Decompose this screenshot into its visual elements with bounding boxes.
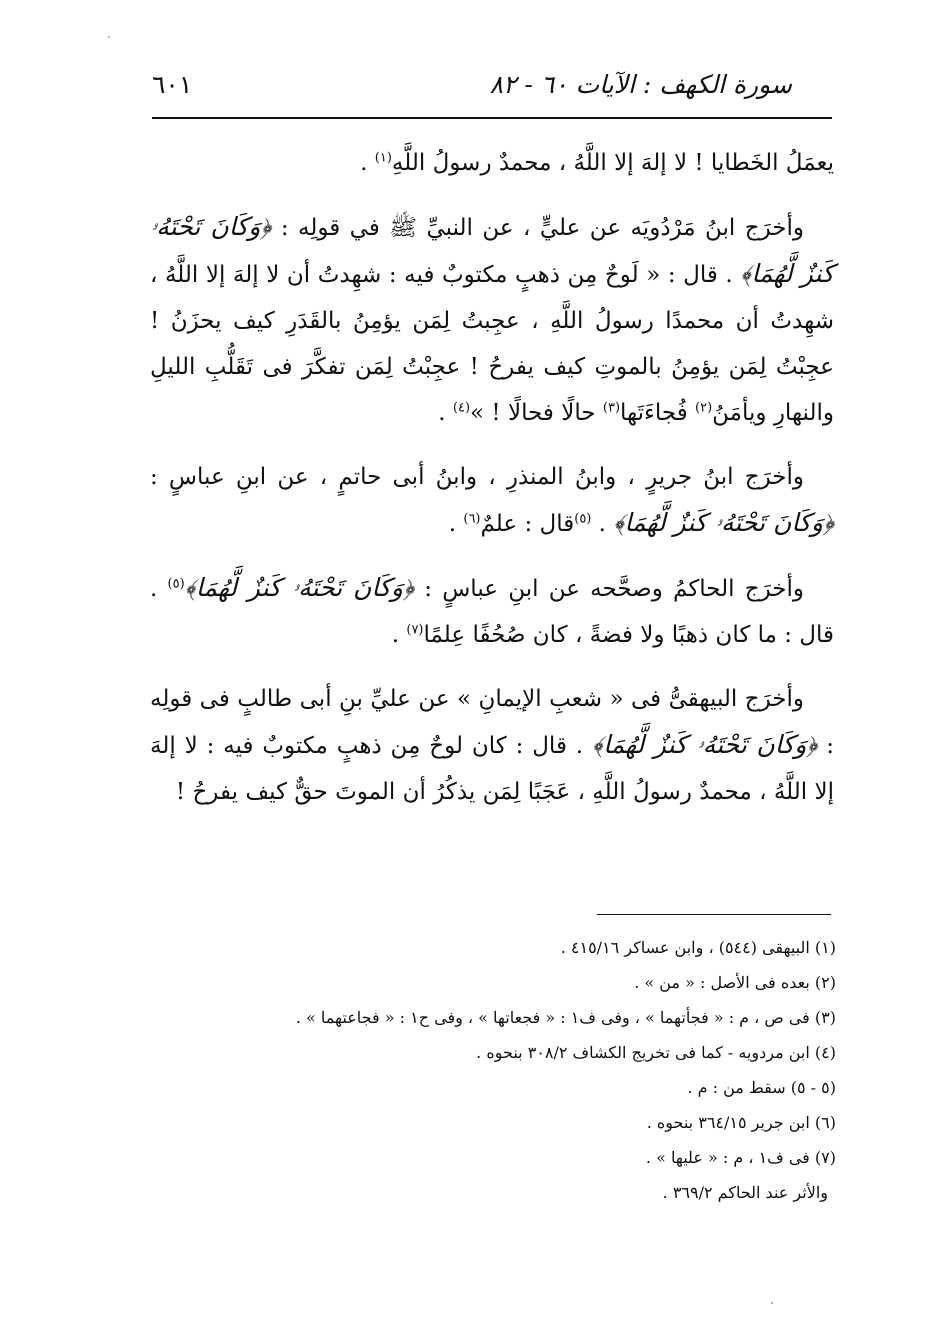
footnote-ref: (١): [374, 150, 392, 166]
footnote-7-continuation: والأثر عند الحاكم ٣٦٩/٢ .: [662, 1183, 828, 1202]
text-run: فُجاءَتَها: [620, 400, 696, 426]
paragraph-5: [150, 676, 834, 815]
footnote-3: (٣) فى ص ، م : « فجأتهما » ، وفى ف١ : « فجعاتها » ، وفى ح١ : « فجاعتهما » .: [295, 1008, 836, 1027]
text-run: .: [438, 400, 453, 426]
quran-verse: ﴿وَكَانَ تَحْتَهُۥ كَنزٌ لَّهُمَا﴾: [592, 730, 818, 759]
footnote-ref: (٣): [602, 400, 621, 416]
footnote-6: (٦) ابن جرير ٣٦٤/١٥ بنحوه .: [646, 1113, 836, 1132]
page-number: ٦٠١: [152, 70, 193, 99]
running-header: [152, 64, 832, 110]
footnote-ref: (٦): [463, 511, 481, 527]
text-run: وأخرَج ابنُ مَرْدُويَه عن عليٍّ ، عن النبيِّ ﷺ في قولِه :: [271, 215, 804, 241]
quran-verse: ﴿وَكَانَ تَحْتَهُۥ كَنزٌ لَّهُمَا﴾: [150, 212, 834, 288]
footnote-ref: (٥): [574, 511, 592, 527]
surah-heading: سورة الكهف : الآيات ٦٠ - ٨٢: [489, 70, 792, 99]
footnote-ref: (٥): [167, 576, 185, 592]
scan-speck: [108, 36, 110, 38]
footnote-5: (٥ - ٥) سقط من : م .: [687, 1078, 836, 1097]
main-text: [150, 140, 834, 833]
text-run: وأخرَج ابنُ جريرٍ ، وابنُ المنذرِ ، وابنُ أبى حاتمٍ ، عن ابنِ عباسٍ :: [150, 464, 804, 490]
text-run: وأخرَج البيهقىُّ فى « شعبِ الإيمانِ » عن عليِّ بنِ أبى طالبٍ فى قولِه :: [150, 686, 835, 759]
footnote-ref: (٤): [452, 400, 471, 416]
paragraph-3: [150, 454, 834, 547]
text-run: .: [591, 511, 614, 537]
footnote-1: (١) البيهقى (٥٤٤) ، وابن عساكر ٤١٥/١٦ .: [560, 938, 836, 957]
text-run: . قال : كان لوحٌ مِن ذهبٍ مكتوبٌ فيه : لا إلهَ إلا اللَّهُ ، محمدٌ رسولُ اللَّهِ ، عَجَبًا لِمَن يذكُرُ أن الموتَ حقٌّ كيف يفرحُ !: [150, 733, 834, 805]
text-run: حالًا فحالًا ! »: [470, 400, 603, 426]
text-run: قال : علمٌ: [480, 511, 575, 537]
text-run: .: [391, 622, 407, 648]
text-run: يعمَلُ الخَطايا ! لا إلهَ إلا اللَّهُ ، محمدٌ رسولُ اللَّهِ: [391, 150, 834, 176]
text-run: . قال : ما كان ذهبًا ولا فضةً ، كان صُحُفًا عِلمًا: [150, 576, 834, 648]
footnote-rule: [597, 914, 831, 915]
text-run: .: [448, 511, 464, 537]
footnote-ref: (٧): [406, 622, 424, 638]
quran-verse: ﴿وَكَانَ تَحْتَهُۥ كَنزٌ لَّهُمَا﴾: [613, 508, 834, 537]
footnote-4: (٤) ابن مردويه - كما فى تخريج الكشاف ٣٠٨/٢ بنحوه .: [476, 1043, 836, 1062]
text-run: . قال : « لَوحٌ مِن ذهبٍ مكتوبٌ فيه : شهِدتُ أن لا إلهَ إلا اللَّهُ ، شهِدتُ أن محمدًا رسولُ اللَّهِ ، عجِبتُ لِمَن يؤمِنُ بالقَدَرِ كيف يحزَنُ ! عجِبْتُ لِمَن يؤمِنُ بالموتِ كيف يفرحُ ! عجِبْتُ لِمَن تفكَّرَ فى تَقَلُّبِ الليلِ والنهارِ ويأمَنُ: [150, 262, 834, 426]
text-run: .: [360, 150, 375, 176]
footnote-7: (٧) فى ف١ ، م : « عليها » .: [645, 1148, 836, 1167]
footnote-ref: (٢): [695, 400, 713, 416]
scan-speck: [771, 1302, 773, 1304]
text-run: وأخرَج الحاكمُ وصحَّحه عن ابنِ عباسٍ :: [414, 576, 804, 602]
footnote-2: (٢) بعده فى الأصل : « من » .: [634, 973, 836, 992]
paragraph-1: [150, 140, 834, 186]
footnotes: [152, 930, 836, 1210]
paragraph-4: [150, 565, 834, 658]
paragraph-2: [150, 204, 834, 436]
header-rule: [152, 117, 832, 119]
quran-verse: ﴿وَكَانَ تَحْتَهُۥ كَنزٌ لَّهُمَا﴾: [184, 573, 415, 602]
